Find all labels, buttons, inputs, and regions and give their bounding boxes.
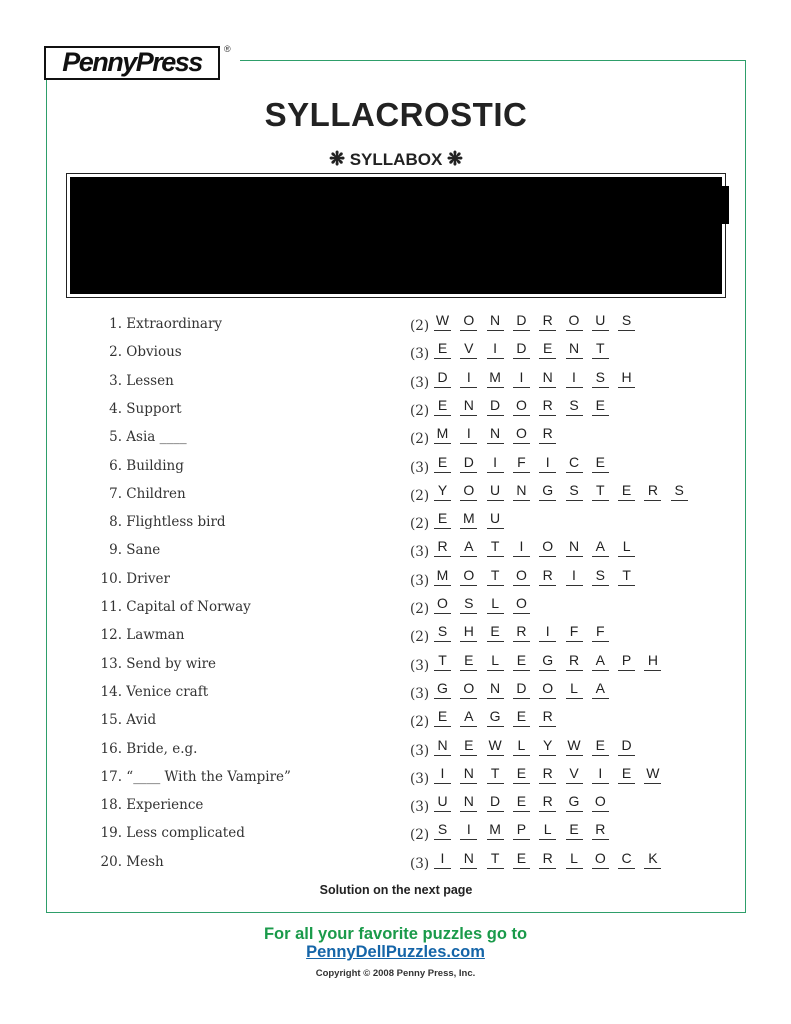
clue-label: “____ With the Vampire” [126, 768, 291, 785]
answer-letter[interactable]: M [487, 369, 504, 388]
answer-letter[interactable]: L [566, 680, 583, 699]
answer-letter[interactable]: A [460, 538, 477, 557]
clue-text [90, 712, 390, 728]
answer-letter[interactable]: T [434, 652, 451, 671]
answer-letter[interactable]: E [513, 708, 530, 727]
answer-letter[interactable]: R [539, 708, 556, 727]
clue-text [90, 486, 390, 502]
answer-letter[interactable]: R [539, 765, 556, 784]
clue-label: Lawman [126, 627, 185, 644]
clue-text [90, 316, 390, 332]
answer-letter[interactable]: N [460, 397, 477, 416]
clue-text [90, 741, 390, 757]
syllable-count: (2) [410, 516, 430, 533]
answer-letter[interactable]: G [539, 482, 556, 501]
answer-letter[interactable]: R [539, 793, 556, 812]
answer-letter[interactable]: T [592, 340, 609, 359]
answer-letter[interactable]: O [513, 567, 530, 586]
clue-number: 16. [100, 740, 122, 757]
clue-label: Avid [126, 712, 157, 729]
answer-letter[interactable]: E [434, 454, 451, 473]
clue-text [90, 684, 390, 700]
syllable-count: (3) [410, 572, 430, 589]
answer-letter[interactable]: S [434, 821, 451, 840]
answer-letter[interactable]: S [618, 312, 635, 331]
syllabox-heading [46, 148, 746, 171]
syllable-count: (2) [410, 402, 430, 419]
answer-letter[interactable]: O [460, 680, 477, 699]
answer-letter[interactable]: I [460, 821, 477, 840]
clue-text [90, 656, 390, 672]
answer-letter[interactable]: I [434, 850, 451, 869]
answer-letter[interactable]: L [566, 850, 583, 869]
answer-letter[interactable]: O [592, 793, 609, 812]
syllable-count: (2) [410, 318, 430, 334]
answer-letter[interactable]: T [618, 567, 635, 586]
answer-letter[interactable]: D [513, 312, 530, 331]
answer-letter[interactable]: E [566, 821, 583, 840]
syllable-count: (2) [410, 601, 430, 617]
answer-letter[interactable]: H [644, 652, 661, 671]
clue-number: 5. [109, 429, 122, 446]
answer-letter[interactable]: L [487, 652, 504, 671]
answer-letter[interactable]: W [644, 765, 661, 784]
clue-number: 14. [100, 683, 122, 700]
clue-text [90, 854, 390, 870]
clue-number: 7. [109, 485, 122, 502]
answer-letter[interactable]: T [487, 850, 504, 869]
clue-number: 4. [109, 400, 122, 417]
syllable-count: (3) [410, 544, 430, 561]
promo-text: For all your favorite puzzles go to [263, 925, 528, 943]
answer-letter[interactable]: S [460, 595, 477, 614]
answer-letter[interactable]: E [618, 765, 635, 784]
answer-letter[interactable]: N [566, 340, 583, 359]
answer-letter[interactable]: T [487, 567, 504, 586]
answer-letter[interactable]: S [434, 623, 451, 642]
website-link[interactable]: PennyDellPuzzles.com [306, 943, 485, 961]
clue-number: 8. [109, 514, 122, 531]
clue-label: Venice craft [126, 683, 209, 700]
clue-number: 20. [100, 853, 122, 870]
answer-letter[interactable]: N [487, 425, 504, 444]
answer-letter[interactable]: D [513, 340, 530, 359]
answer-letter[interactable]: I [513, 538, 530, 557]
penny-press-logo: PennyPress [44, 46, 220, 80]
answer-letter[interactable]: S [566, 482, 583, 501]
answer-letter[interactable]: U [592, 312, 609, 331]
syllabox-label: SYLLABOX [349, 150, 443, 169]
answer-letter[interactable]: R [566, 652, 583, 671]
answer-letter[interactable]: I [566, 369, 583, 388]
clue-label: Bride, e.g. [126, 740, 198, 757]
answer-letter[interactable]: R [539, 312, 556, 331]
answer-letter[interactable]: D [513, 680, 530, 699]
answer-letter[interactable]: R [592, 821, 609, 840]
answer-letter[interactable]: E [592, 454, 609, 473]
syllable-count: (3) [410, 770, 430, 787]
answer-letter[interactable]: R [513, 623, 530, 642]
answer-letter[interactable]: I [539, 623, 556, 642]
answer-letter[interactable]: O [539, 538, 556, 557]
answer-letter[interactable]: G [434, 680, 451, 699]
answer-letter[interactable]: W [566, 737, 583, 756]
copyright-text: Copyright © 2008 Penny Press, Inc. [315, 968, 476, 979]
syllable-count: (3) [410, 855, 430, 872]
clue-text [90, 373, 390, 389]
answer-letter[interactable]: C [566, 454, 583, 473]
answer-letter[interactable]: O [460, 567, 477, 586]
answer-letter[interactable]: P [513, 821, 530, 840]
answer-letter[interactable]: N [487, 312, 504, 331]
clue-label: Extraordinary [126, 316, 223, 332]
clue-text [90, 627, 390, 643]
answer-letter[interactable]: M [460, 510, 477, 529]
answer-letter[interactable]: L [539, 821, 556, 840]
answer-letter[interactable]: S [566, 397, 583, 416]
answer-letter[interactable]: O [513, 595, 530, 614]
clue-number: 9. [109, 542, 122, 559]
clue-label: Flightless bird [126, 514, 226, 531]
answer-letter[interactable]: W [487, 737, 504, 756]
clue-number: 17. [100, 768, 122, 785]
answer-letter[interactable]: G [566, 793, 583, 812]
answer-letter[interactable]: E [513, 765, 530, 784]
answer-letter[interactable]: A [592, 538, 609, 557]
answer-letter[interactable]: O [460, 482, 477, 501]
answer-letter[interactable]: E [513, 793, 530, 812]
star-icon: ❋ [447, 149, 463, 170]
clue-text [90, 599, 390, 615]
clue-label: Asia ____ [126, 429, 187, 446]
answer-letter[interactable]: D [487, 397, 504, 416]
answer-letter[interactable]: I [592, 765, 609, 784]
clue-label: Less complicated [126, 825, 245, 842]
clue-number: 19. [100, 825, 122, 842]
clue-text [90, 514, 390, 530]
clue-label: Lessen [126, 372, 174, 389]
syllable-count: (3) [410, 374, 430, 391]
answer-letter[interactable]: S [671, 482, 688, 501]
clue-label: Driver [126, 570, 170, 587]
answer-letter[interactable]: N [513, 482, 530, 501]
answer-letter[interactable]: N [460, 765, 477, 784]
answer-letter[interactable]: F [592, 623, 609, 642]
redaction-overflow [721, 186, 729, 224]
clue-number: 1. [109, 316, 122, 332]
clue-text [90, 401, 390, 417]
clue-number: 15. [100, 712, 122, 729]
syllable-count: (3) [410, 799, 430, 816]
answer-letter[interactable]: V [460, 340, 477, 359]
answer-letter[interactable]: G [487, 708, 504, 727]
answer-letter[interactable]: O [513, 425, 530, 444]
answer-letter[interactable]: I [566, 567, 583, 586]
syllable-count: (2) [410, 629, 430, 646]
page-title: SYLLACROSTIC [264, 96, 528, 133]
clue-label: Support [126, 400, 182, 417]
answer-letter[interactable]: Y [434, 482, 451, 501]
star-icon: ❋ [329, 149, 345, 170]
answer-letter[interactable]: E [434, 397, 451, 416]
answer-letter[interactable]: L [513, 737, 530, 756]
answer-letter[interactable]: E [434, 708, 451, 727]
answer-letter[interactable]: C [618, 850, 635, 869]
clue-label: Sane [126, 542, 161, 559]
syllabox-redacted [66, 173, 726, 298]
answer-letter[interactable]: I [539, 454, 556, 473]
syllable-count: (2) [410, 431, 430, 448]
clue-text [90, 458, 390, 474]
answer-letter[interactable]: U [434, 793, 451, 812]
clue-label: Experience [126, 797, 204, 814]
answer-letter[interactable]: N [460, 793, 477, 812]
clue-text [90, 429, 390, 445]
clue-text [90, 769, 390, 785]
answer-letter[interactable]: E [592, 737, 609, 756]
clue-number: 10. [100, 570, 122, 587]
answer-letter[interactable]: E [460, 652, 477, 671]
answer-letter[interactable]: R [539, 567, 556, 586]
answer-letter[interactable]: Y [539, 737, 556, 756]
answer-letter[interactable]: O [539, 680, 556, 699]
answer-letter[interactable]: R [644, 482, 661, 501]
answer-letter[interactable]: O [460, 312, 477, 331]
answer-letter[interactable]: O [592, 850, 609, 869]
answer-letter[interactable]: M [487, 821, 504, 840]
answer-letter[interactable]: L [618, 538, 635, 557]
clue-number: 11. [100, 599, 122, 615]
answer-letter[interactable]: I [513, 369, 530, 388]
clue-label: Mesh [126, 853, 164, 870]
clue-label: Children [126, 485, 186, 502]
answer-letter[interactable]: O [566, 312, 583, 331]
clue-number: 6. [109, 457, 122, 474]
answer-letter[interactable]: P [618, 652, 635, 671]
answer-letter[interactable]: E [434, 340, 451, 359]
answer-letter[interactable]: S [592, 369, 609, 388]
clue-number: 12. [100, 627, 122, 644]
answer-letter[interactable]: A [592, 680, 609, 699]
answer-letter[interactable]: F [566, 623, 583, 642]
registered-mark: ® [224, 44, 231, 54]
answer-letter[interactable]: I [434, 765, 451, 784]
clue-label: Send by wire [126, 655, 217, 672]
clue-text [90, 825, 390, 841]
answer-letter[interactable]: G [539, 652, 556, 671]
answer-letter[interactable]: D [460, 454, 477, 473]
syllable-count: (2) [410, 487, 430, 504]
clue-label: Capital of Norway [126, 599, 251, 615]
answer-letter[interactable]: T [487, 538, 504, 557]
answer-letter[interactable]: E [513, 652, 530, 671]
clue-number: 13. [100, 655, 122, 672]
answer-letter[interactable]: I [460, 369, 477, 388]
clue-number: 2. [109, 344, 122, 361]
answer-letter[interactable]: N [434, 737, 451, 756]
answer-letter[interactable]: L [487, 595, 504, 614]
answer-letter[interactable]: A [460, 708, 477, 727]
answer-letter[interactable]: D [618, 737, 635, 756]
answer-letter[interactable]: F [513, 454, 530, 473]
answer-letter[interactable]: I [487, 454, 504, 473]
syllable-count: (3) [410, 657, 430, 674]
solution-note: Solution on the next page [319, 883, 473, 897]
answer-letter[interactable]: D [434, 369, 451, 388]
answer-letter[interactable]: R [539, 397, 556, 416]
answer-letter[interactable]: E [434, 510, 451, 529]
syllable-count: (3) [410, 742, 430, 759]
answer-letter[interactable]: K [644, 850, 661, 869]
clue-number: 3. [109, 372, 122, 389]
answer-letter[interactable]: O [513, 397, 530, 416]
clue-label: Building [126, 457, 184, 474]
answer-letter[interactable]: N [487, 680, 504, 699]
syllable-count: (3) [410, 346, 430, 363]
answer-letter[interactable]: V [566, 765, 583, 784]
answer-letter[interactable]: D [487, 793, 504, 812]
answer-letter[interactable]: M [434, 425, 451, 444]
clue-label: Obvious [126, 344, 182, 361]
answer-letter[interactable]: W [434, 312, 451, 331]
answer-letter[interactable]: H [460, 623, 477, 642]
syllable-count: (3) [410, 459, 430, 476]
answer-letter[interactable]: H [618, 369, 635, 388]
answer-letter[interactable]: R [434, 538, 451, 557]
clue-text [90, 797, 390, 813]
answer-letter[interactable]: T [487, 765, 504, 784]
answer-letter[interactable]: M [434, 567, 451, 586]
answer-letter[interactable]: E [618, 482, 635, 501]
answer-letter[interactable]: T [592, 482, 609, 501]
answer-letter[interactable]: E [592, 397, 609, 416]
answer-letter[interactable]: E [460, 737, 477, 756]
clue-number: 18. [100, 797, 122, 814]
answer-letter[interactable]: A [592, 652, 609, 671]
clue-text [90, 542, 390, 558]
answer-letter[interactable]: N [566, 538, 583, 557]
redaction-block [70, 177, 722, 294]
clue-text [90, 344, 390, 360]
syllable-count: (2) [410, 827, 430, 844]
answer-letter[interactable]: I [460, 425, 477, 444]
answer-letter[interactable]: N [539, 369, 556, 388]
answer-letter[interactable]: U [487, 510, 504, 529]
syllable-count: (2) [410, 714, 430, 731]
answer-letter[interactable]: E [487, 623, 504, 642]
answer-letter[interactable]: E [513, 850, 530, 869]
clue-text [90, 571, 390, 587]
answer-letter[interactable]: O [434, 595, 451, 614]
answer-letter[interactable]: R [539, 850, 556, 869]
syllable-count: (3) [410, 685, 430, 702]
answer-letter[interactable]: N [460, 850, 477, 869]
answer-letter[interactable]: E [539, 340, 556, 359]
answer-letter[interactable]: R [539, 425, 556, 444]
answer-letter[interactable]: I [487, 340, 504, 359]
answer-letter[interactable]: S [592, 567, 609, 586]
answer-letter[interactable]: U [487, 482, 504, 501]
